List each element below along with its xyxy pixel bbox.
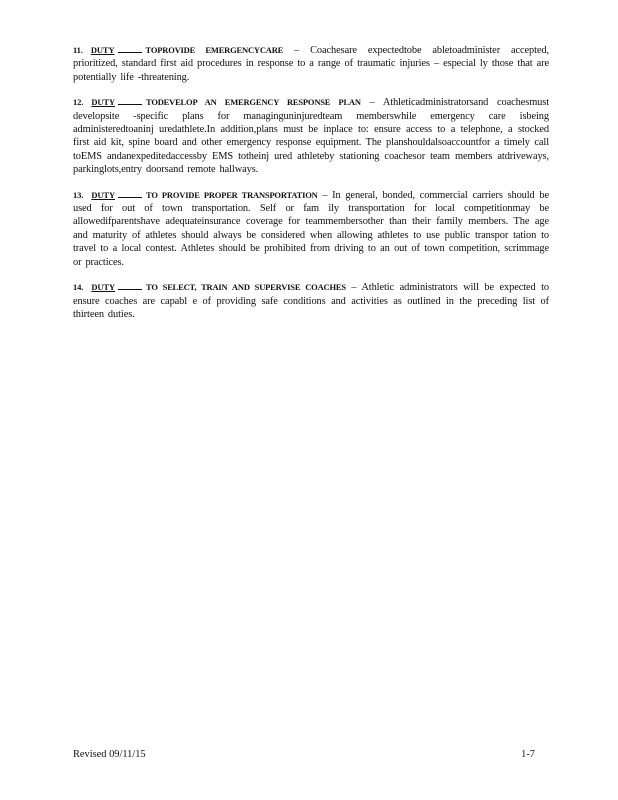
duty-label: DUTY: [90, 45, 115, 55]
duty-item-12: [73, 96, 549, 176]
item-body: – In general, bonded, commercial carriers should be used for out of town transportation. Self or fam ily transportation for local competitionmay be allowedifparentshave adequateinsurance coverage for teammembersother than their family members. The age and maturity of athletes should always be considered when allowing athletes to use public transpor tation to travel to a local contest. Athletes should be prohibited from driving to an out of town competition, scrimmage or practices.: [73, 189, 550, 268]
revised-date: Revised 09/11/15: [73, 749, 146, 760]
item-number: 11.: [73, 45, 83, 55]
underline-rule: [118, 281, 142, 290]
underline-rule: [118, 44, 142, 53]
item-body: – Athletic administrators will be expected to ensure coaches are capabl e of providing safe conditions and activities as outlined in the preceding list of thirteen duties.: [73, 282, 549, 320]
item-heading: TO SELECT, TRAIN AND SUPERVISE COACHES: [146, 282, 346, 293]
item-heading: TOPROVIDE EMERGENCYCARE: [145, 45, 284, 55]
document-page: [73, 44, 549, 333]
item-number: 13.: [73, 189, 84, 200]
underline-rule: [118, 189, 142, 198]
duty-item-11: [73, 44, 549, 84]
page-number: 1-7: [521, 749, 535, 760]
item-body: – Coachesare expectedtobe abletoadminister accepted, prioritized, standard first aid procedures in response to a range of traumatic injuries – especial ly those that are potentially life -threatening.: [73, 45, 550, 83]
item-body: – Athleticadministratorsand coachesmust developsite -specific plans for managinguninjuredteam memberswhile emergency care isbeing administeredtoaninj uredathlete.In addition,plans must be inplace to: ensure access to a telephone, a stocked first aid kit, spine board and other emergency response equipment. The planshouldalsoaccountfor a timely call toEMS andanexpeditedaccessby EMS totheinj ured athleteby stationing coachesor team members atdriveways, parkinglots,entry doorsand remote hallways.: [73, 97, 550, 176]
duty-item-13: [73, 189, 549, 269]
duty-label: DUTY: [91, 97, 116, 108]
underline-rule: [118, 96, 142, 105]
item-heading: TO PROVIDE PROPER TRANSPORTATION: [146, 189, 318, 200]
duty-label: DUTY: [91, 189, 116, 200]
item-heading: TODEVELOP AN EMERGENCY RESPONSE PLAN: [146, 97, 361, 108]
item-number: 14.: [73, 282, 84, 293]
duty-item-14: [73, 281, 549, 321]
duty-label: DUTY: [91, 282, 116, 293]
item-number: 12.: [73, 97, 84, 108]
